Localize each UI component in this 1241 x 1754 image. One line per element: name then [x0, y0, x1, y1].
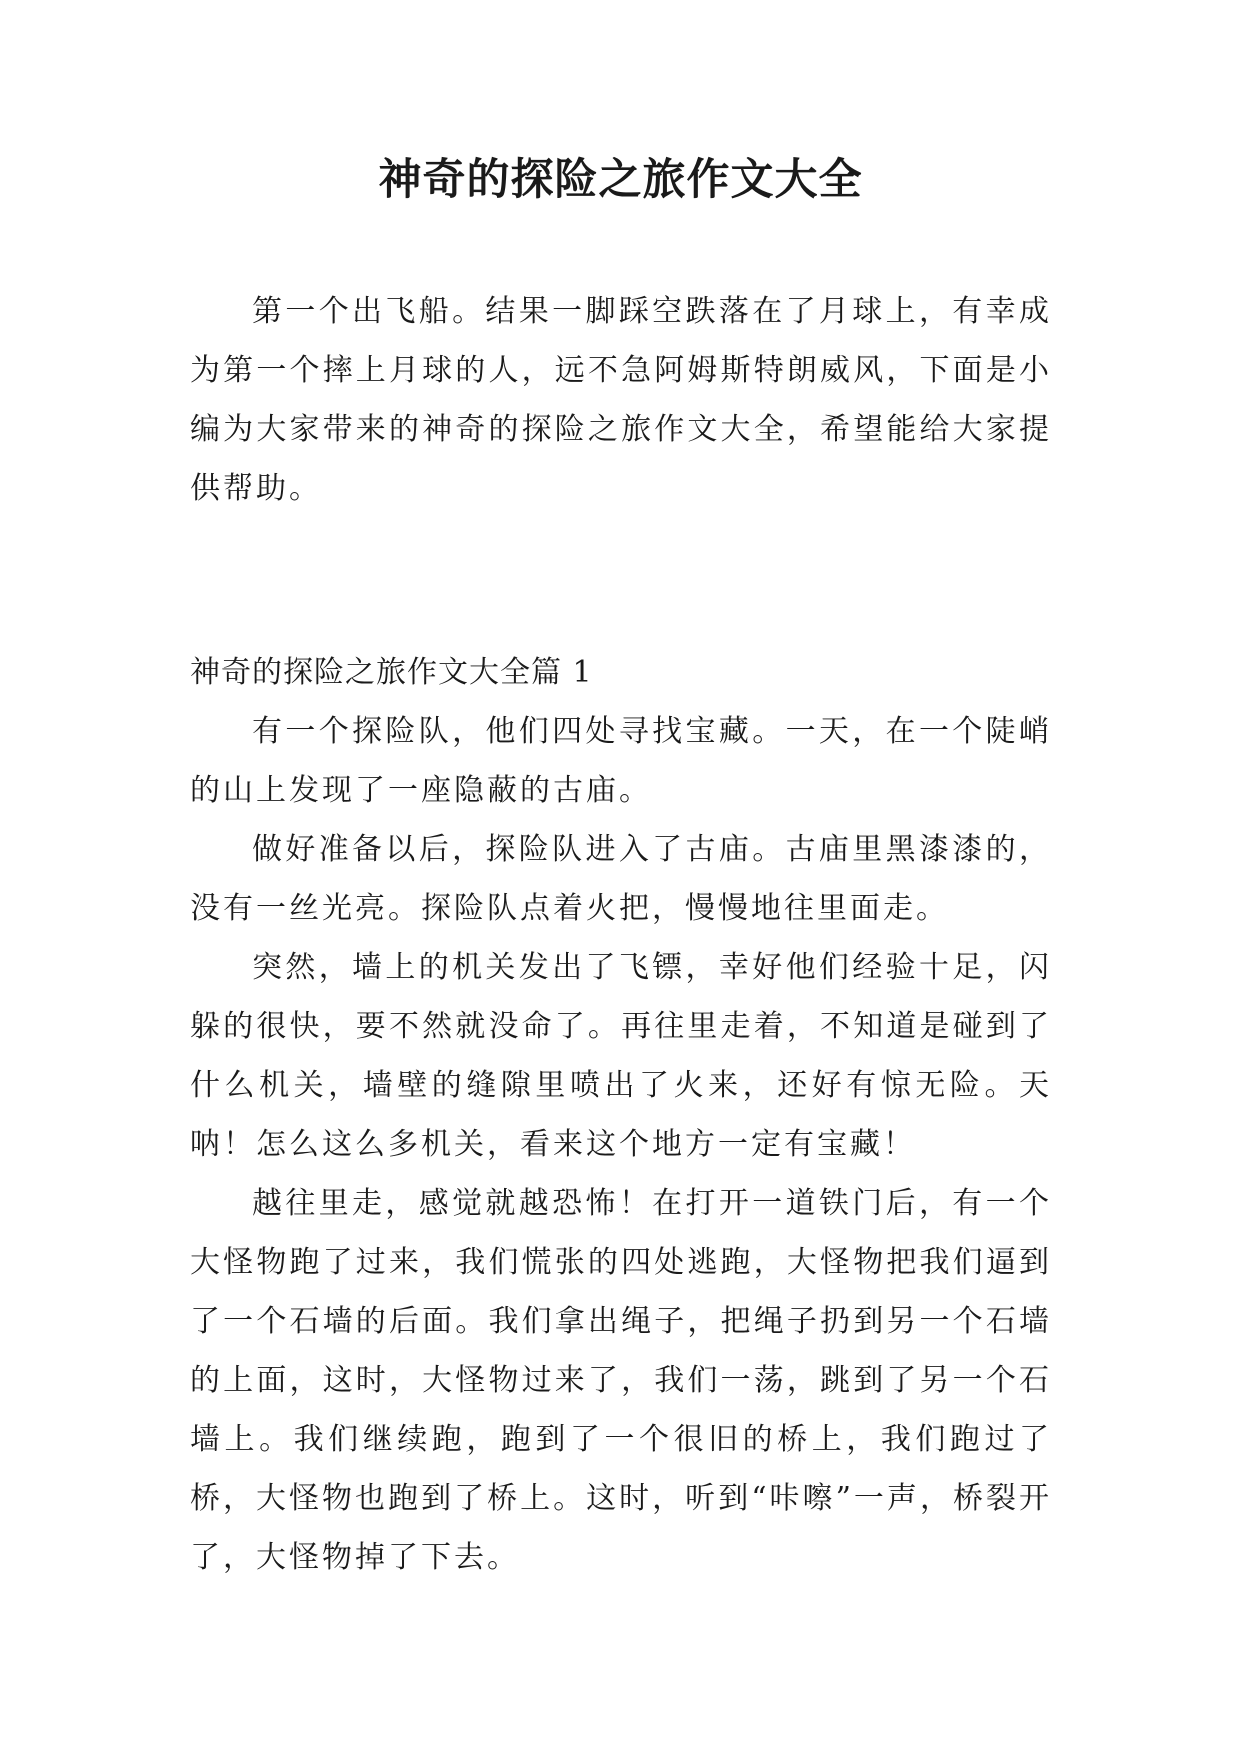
body-paragraph-4: 越往里走，感觉就越恐怖！在打开一道铁门后，有一个大怪物跑了过来，我们慌张的四处逃跑，大怪物把我们逼到了一个石墙的后面。我们拿出绳子，把绳子扔到另一个石墙的上面，这时，大怪物过来了，我们一荡，跳到了另一个石墙上。我们继续跑，跑到了一个很旧的桥上，我们跑过了桥，大怪物也跑到了桥上。这时，听到“咔嚓”一声，桥裂开了，大怪物掉了下去。 [190, 1186, 1052, 1575]
body-paragraph-2: 做好准备以后，探险队进入了古庙。古庙里黑漆漆的，没有一丝光亮。探险队点着火把，慢慢地往里面走。 [190, 832, 1052, 926]
intro-paragraph: 第一个出飞船。结果一脚踩空跌落在了月球上，有幸成为第一个摔上月球的人，远不急阿姆斯特朗威风，下面是小编为大家带来的神奇的探险之旅作文大全，希望能给大家提供帮助。 [190, 294, 1052, 506]
document-title: 神奇的探险之旅作文大全 [378, 155, 863, 205]
document-body [190, 282, 1052, 1587]
body-paragraph-3: 突然，墙上的机关发出了飞镖，幸好他们经验十足，闪躲的很快，要不然就没命了。再往里走着，不知道是碰到了什么机关，墙壁的缝隙里喷出了火来，还好有惊无险。天呐！怎么这么多机关，看来这个地方一定有宝藏！ [190, 950, 1052, 1162]
body-paragraph-1: 有一个探险队，他们四处寻找宝藏。一天，在一个陡峭的山上发现了一座隐蔽的古庙。 [190, 714, 1052, 808]
section-heading: 神奇的探险之旅作文大全篇 1 [190, 655, 593, 690]
